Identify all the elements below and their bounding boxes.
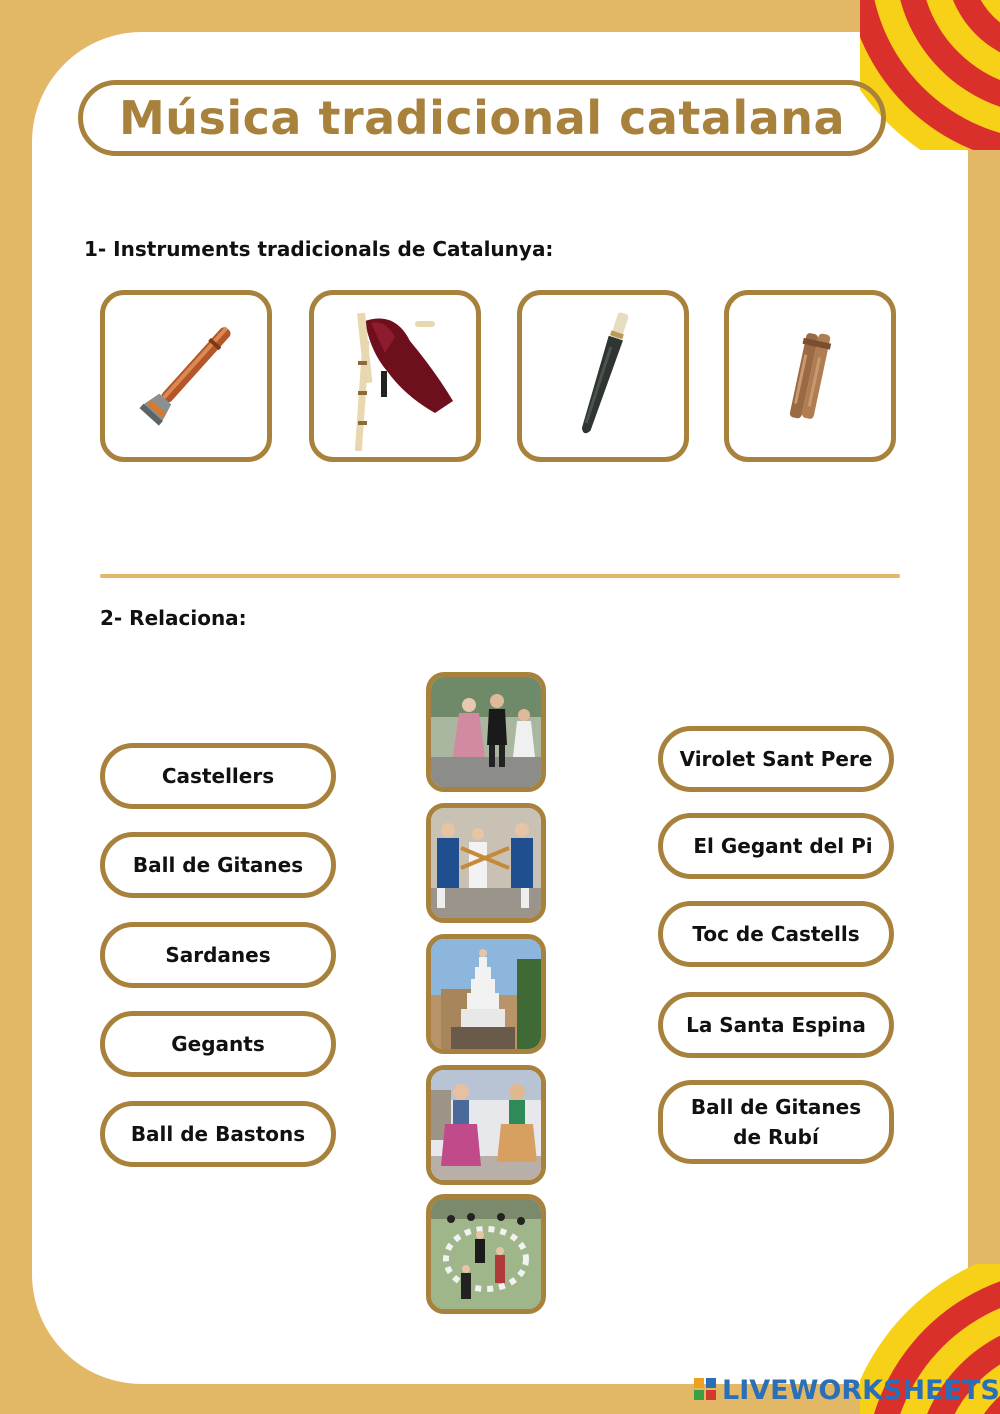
- gralla-icon: [121, 311, 251, 441]
- photo-sardanes[interactable]: [426, 1194, 546, 1314]
- right-item-la-santa-espina[interactable]: La Santa Espina: [658, 992, 894, 1058]
- liveworksheets-mark-icon: [694, 1378, 718, 1402]
- left-item-castellers[interactable]: Castellers: [100, 743, 336, 809]
- left-item-ball-de-bastons[interactable]: Ball de Bastons: [100, 1101, 336, 1167]
- castellers-photo-icon: [431, 939, 541, 1049]
- left-item-gegants[interactable]: Gegants: [100, 1011, 336, 1077]
- left-item-ball-de-gitanes[interactable]: Ball de Gitanes: [100, 832, 336, 898]
- right-item-virolet-sant-pere[interactable]: Virolet Sant Pere: [658, 726, 894, 792]
- sardanes-photo-icon: [431, 1199, 541, 1309]
- castanyoles-icon: [760, 316, 860, 436]
- liveworksheets-logo: [694, 1372, 1000, 1408]
- instrument-card-2[interactable]: [309, 290, 481, 462]
- flabiol-icon: [538, 306, 668, 446]
- ball-de-bastons-photo-icon: [431, 808, 541, 918]
- photo-ball-de-bastons[interactable]: [426, 803, 546, 923]
- instrument-card-1[interactable]: [100, 290, 272, 462]
- instrument-card-4[interactable]: [724, 290, 896, 462]
- photo-ball-de-gitanes[interactable]: [426, 672, 546, 792]
- sac-de-gemecs-icon: [325, 301, 465, 451]
- title-banner: [78, 80, 886, 156]
- page-title: Música tradicional catalana: [118, 91, 846, 145]
- gegants-photo-icon: [431, 1070, 541, 1180]
- ball-de-gitanes-photo-icon: [431, 677, 541, 787]
- instrument-card-3[interactable]: [517, 290, 689, 462]
- section-divider: [100, 574, 900, 578]
- left-item-sardanes[interactable]: Sardanes: [100, 922, 336, 988]
- photo-castellers[interactable]: [426, 934, 546, 1054]
- brand-text: LIVEWORKSHEETS: [722, 1374, 1000, 1406]
- right-item-el-gegant-del-pi[interactable]: El Gegant del Pi: [658, 813, 894, 879]
- section1-heading: 1- Instruments tradicionals de Catalunya:: [84, 237, 554, 261]
- section2-heading: 2- Relaciona:: [100, 606, 247, 630]
- photo-gegants[interactable]: [426, 1065, 546, 1185]
- right-item-toc-de-castells[interactable]: Toc de Castells: [658, 901, 894, 967]
- right-item-ball-de-gitanes-de-rubi[interactable]: Ball de Gitanes de Rubí: [658, 1080, 894, 1164]
